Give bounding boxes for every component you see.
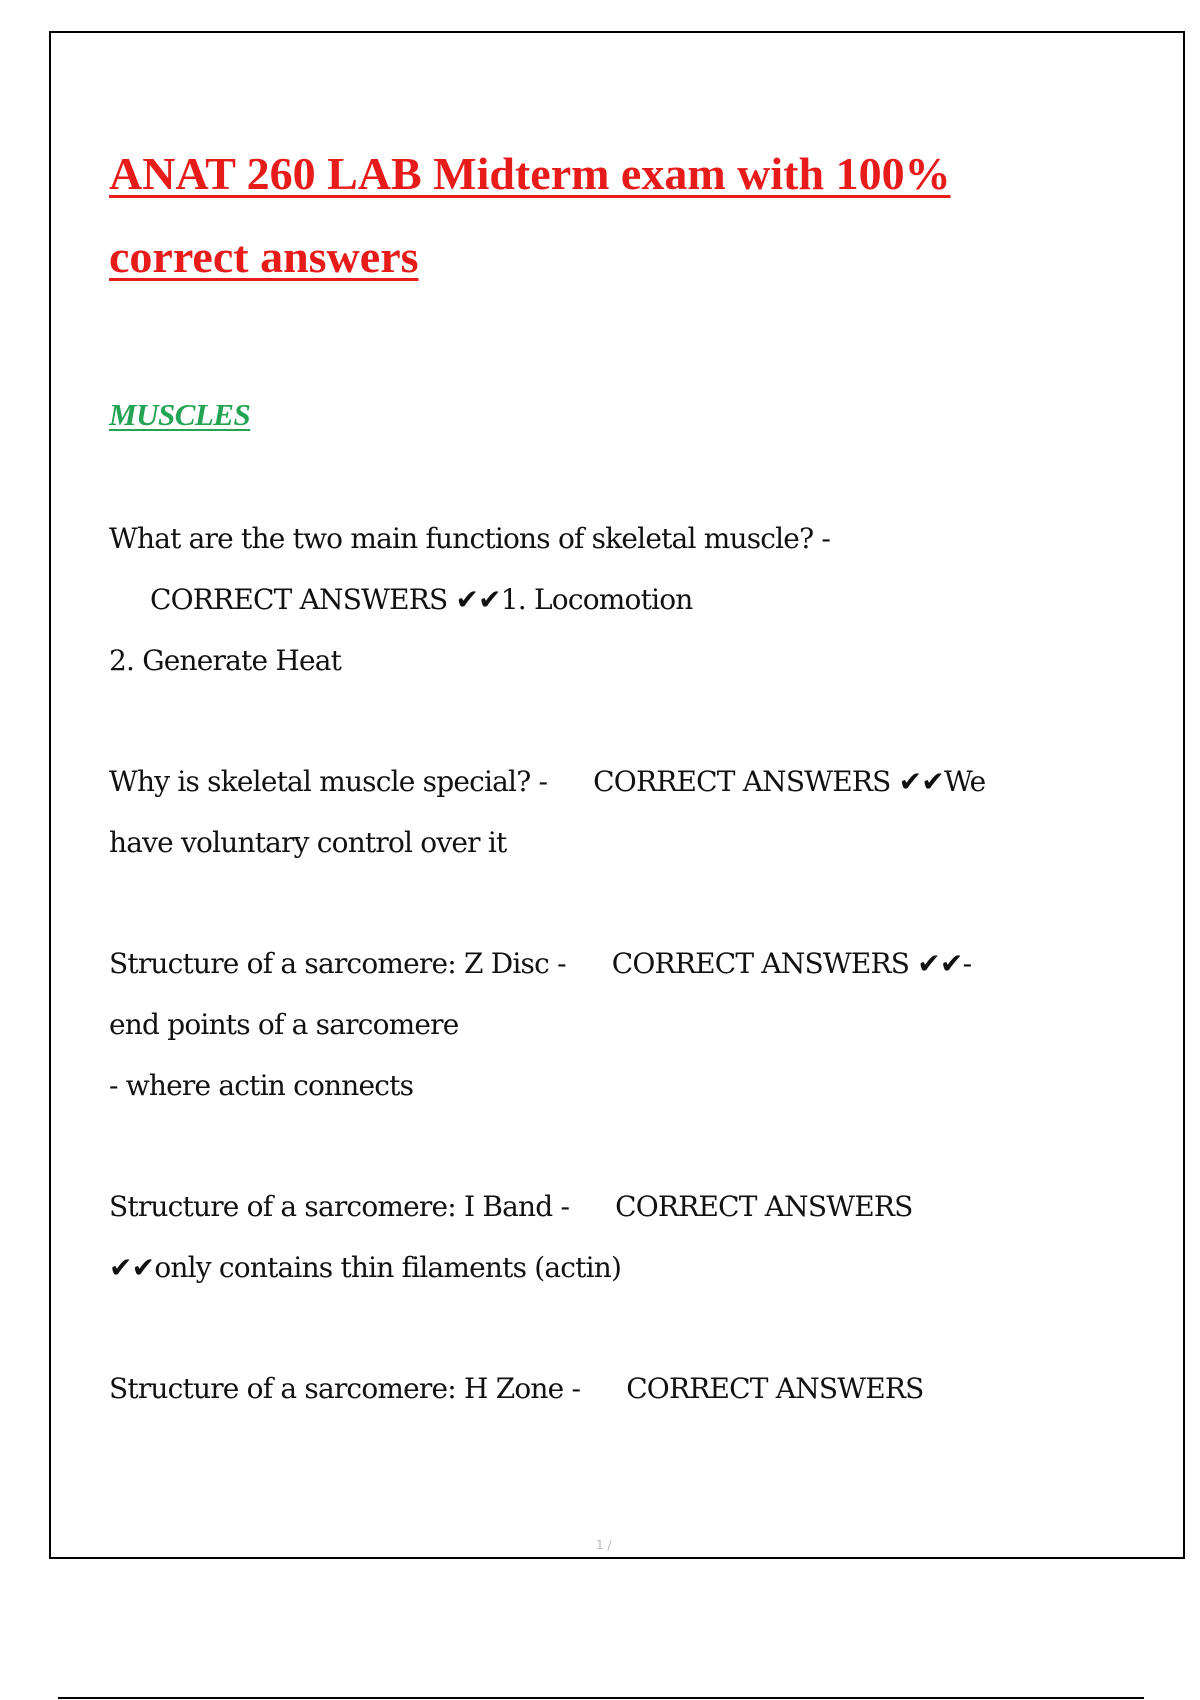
qa-5-question-text: Structure of a sarcomere: H Zone -: [109, 1372, 581, 1405]
qa-1-answer-tag: CORRECT ANSWERS ✔✔: [150, 583, 501, 616]
footer-rule: [58, 1697, 1144, 1699]
qa-4-question: [109, 1190, 913, 1223]
qa-1-question: [109, 522, 831, 555]
qa-5-question: [109, 1372, 924, 1405]
qa-1-answer-line-1: [150, 583, 693, 616]
qa-2-answer-text-1: We: [943, 765, 986, 798]
qa-3-answer-tag: CORRECT ANSWERS ✔✔: [611, 947, 963, 980]
qa-3-answer-text-1: -: [962, 947, 972, 980]
qa-3-answer-text-3: - where actin connects: [109, 1069, 414, 1102]
qa-3-question: [109, 947, 972, 980]
qa-2-answer-line-2: [109, 826, 507, 859]
document-title-line-2: correct answers: [109, 231, 419, 282]
qa-1-question-text: What are the two main functions of skeletal muscle? -: [109, 522, 831, 555]
qa-3-answer-line-3: [109, 1069, 414, 1102]
qa-3-question-text: Structure of a sarcomere: Z Disc -: [109, 947, 566, 980]
qa-2-question: [109, 765, 986, 798]
page-number: 1 /: [596, 1538, 612, 1552]
qa-1-answer-text-1: 1. Locomotion: [500, 583, 693, 616]
qa-3-answer-line-2: [109, 1008, 459, 1041]
qa-4-answer-line-1: [109, 1251, 622, 1284]
qa-3-answer-text-2: end points of a sarcomere: [109, 1008, 459, 1041]
qa-4-answer-prefix: ✔✔: [109, 1251, 155, 1284]
qa-4-answer-text-1: only contains thin filaments (actin): [154, 1251, 622, 1284]
qa-2-answer-text-2: have voluntary control over it: [109, 826, 507, 859]
qa-1-answer-line-2: [109, 644, 342, 677]
qa-2-answer-tag: CORRECT ANSWERS ✔✔: [593, 765, 944, 798]
qa-2-question-text: Why is skeletal muscle special? -: [109, 765, 548, 798]
qa-4-answer-tag: CORRECT ANSWERS: [615, 1190, 913, 1223]
document-title-line-1: ANAT 260 LAB Midterm exam with 100%: [109, 148, 951, 199]
qa-4-question-text: Structure of a sarcomere: I Band -: [109, 1190, 570, 1223]
section-heading-muscles: MUSCLES: [109, 397, 251, 432]
qa-1-answer-text-2: 2. Generate Heat: [109, 644, 342, 677]
qa-5-answer-tag: CORRECT ANSWERS: [626, 1372, 924, 1405]
